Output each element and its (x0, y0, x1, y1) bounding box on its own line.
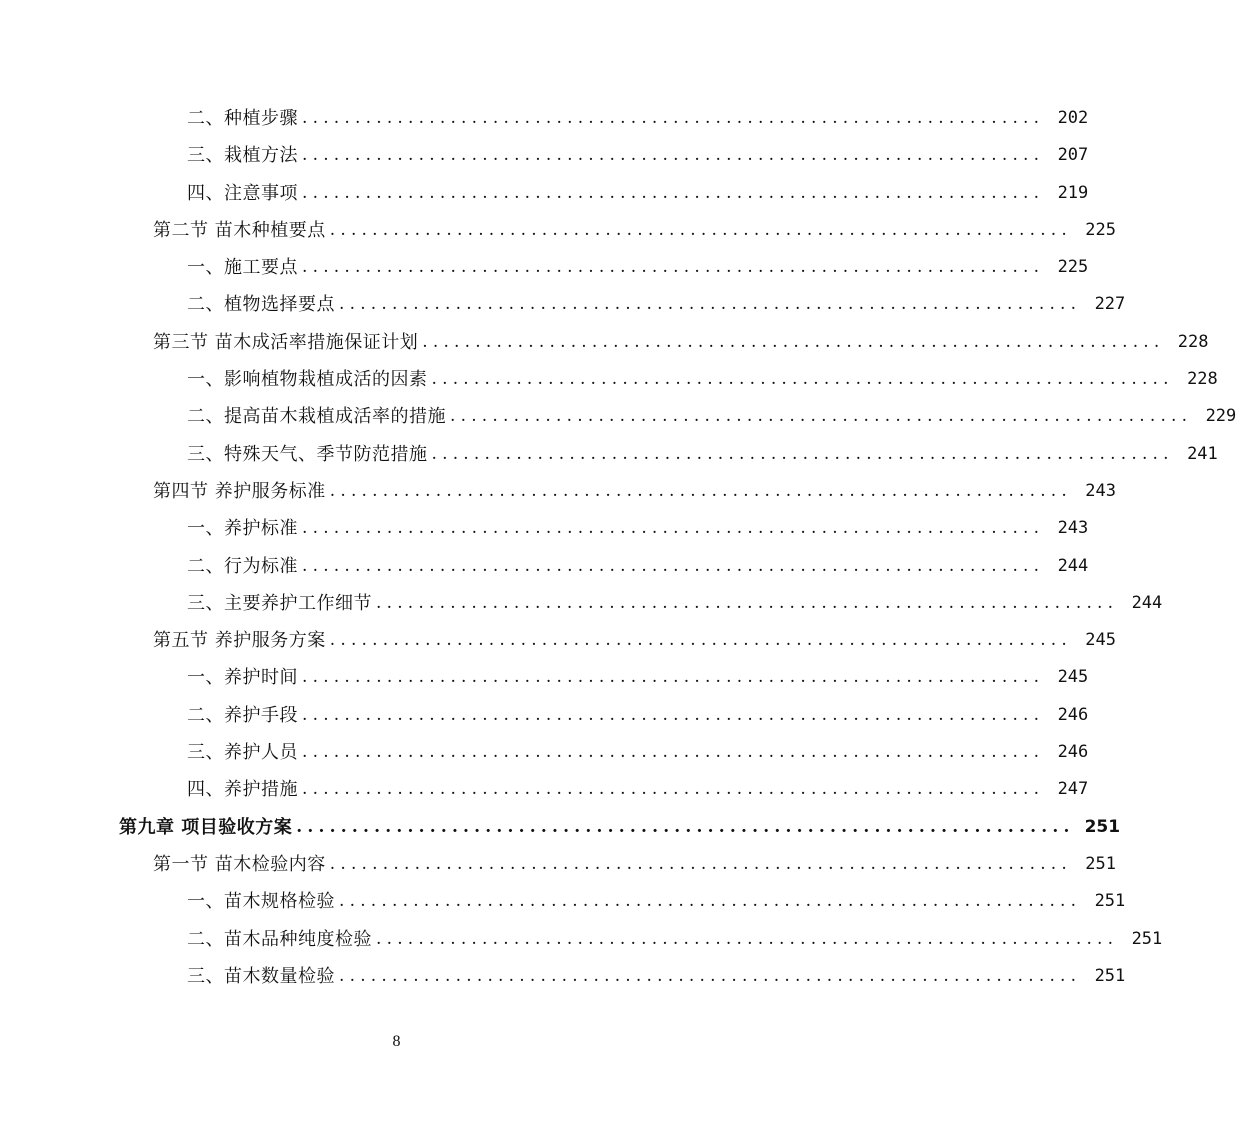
dot-leader: ...................................................................... (422, 331, 1165, 352)
dot-leader: ...................................................................... (339, 891, 1082, 912)
toc-entry-page: 241 (1187, 443, 1218, 464)
toc-entry-title: 三、栽植方法 (187, 145, 298, 167)
dot-leader: ...................................................................... (431, 443, 1174, 464)
table-of-contents (0, 100, 1236, 995)
toc-entry-page: 244 (1057, 555, 1089, 576)
dot-leader: ...................................................................... (376, 928, 1119, 949)
toc-entry-title: 第一节 苗木检验内容 (153, 853, 326, 875)
dot-leader: ...................................................................... (302, 555, 1045, 576)
toc-entry-page: 246 (1057, 704, 1089, 725)
toc-entry-page: 251 (1085, 853, 1117, 874)
toc-entry-title: 一、养护标准 (187, 518, 298, 540)
toc-entry-page: 247 (1057, 779, 1089, 800)
toc-entry[interactable] (0, 212, 1117, 249)
toc-entry-title: 第九章 项目验收方案 (119, 816, 293, 838)
dot-leader: ...................................................................... (329, 480, 1073, 501)
toc-entry-title: 一、施工要点 (187, 257, 298, 279)
dot-leader: ...................................................................... (339, 294, 1082, 315)
dot-leader: ...................................................................... (302, 108, 1045, 128)
toc-entry[interactable] (0, 622, 1117, 659)
toc-entry-page: 243 (1057, 518, 1089, 539)
toc-entry-page: 251 (1131, 928, 1163, 949)
toc-entry[interactable] (0, 548, 1089, 585)
toc-entry-chapter[interactable] (0, 809, 1121, 846)
toc-entry-page: 219 (1057, 182, 1089, 203)
dot-leader: ...................................................................... (302, 779, 1045, 800)
toc-entry-page: 243 (1085, 480, 1117, 501)
toc-entry[interactable] (0, 473, 1117, 510)
toc-entry-page: 207 (1057, 145, 1089, 166)
toc-entry[interactable] (0, 137, 1089, 174)
toc-entry[interactable] (0, 175, 1089, 212)
toc-entry-page: 244 (1131, 592, 1163, 613)
toc-entry-title: 第四节 养护服务标准 (153, 480, 326, 502)
toc-entry-title: 一、苗木规格检验 (187, 891, 335, 913)
toc-entry[interactable] (0, 734, 1089, 771)
toc-entry-page: 228 (1187, 369, 1218, 390)
toc-entry[interactable] (0, 659, 1089, 696)
toc-entry-page: 202 (1057, 108, 1089, 128)
toc-entry-title: 三、苗木数量检验 (187, 965, 335, 987)
dot-leader: ...................................................................... (302, 257, 1045, 278)
toc-entry[interactable] (0, 436, 1218, 473)
toc-entry-title: 二、植物选择要点 (187, 294, 335, 316)
dot-leader: ...................................................................... (302, 667, 1045, 688)
dot-leader: ...................................................................... (302, 742, 1045, 763)
dot-leader: ...................................................................... (302, 145, 1045, 166)
toc-entry-title: 一、养护时间 (187, 667, 298, 689)
toc-entry-page: 245 (1085, 630, 1117, 651)
toc-entry-title: 第五节 养护服务方案 (153, 630, 326, 652)
page-number: 8 (392, 1033, 401, 1050)
toc-entry[interactable] (0, 771, 1089, 808)
toc-entry[interactable] (0, 510, 1089, 547)
toc-entry-page: 245 (1057, 667, 1089, 688)
toc-entry-title: 四、养护措施 (187, 779, 298, 801)
toc-entry[interactable] (0, 361, 1218, 398)
toc-entry-page: 228 (1177, 331, 1209, 352)
dot-leader: ...................................................................... (329, 853, 1073, 874)
dot-leader: ...................................................................... (302, 518, 1045, 539)
toc-entry[interactable] (0, 286, 1126, 323)
toc-entry-page: 229 (1205, 406, 1236, 427)
toc-entry[interactable] (0, 846, 1117, 883)
dot-leader: ...................................................................... (329, 219, 1073, 240)
dot-leader: ...................................................................... (296, 816, 1075, 837)
toc-entry-title: 三、主要养护工作细节 (187, 592, 372, 614)
toc-entry-title: 四、注意事项 (187, 182, 298, 204)
dot-leader: ...................................................................... (376, 592, 1119, 613)
toc-entry[interactable] (0, 324, 1209, 361)
dot-leader: ...................................................................... (302, 704, 1045, 725)
toc-entry[interactable] (0, 585, 1163, 622)
toc-entry[interactable] (0, 958, 1126, 995)
toc-entry[interactable] (0, 883, 1126, 920)
toc-entry-page: 251 (1084, 816, 1121, 837)
toc-entry-page: 225 (1085, 219, 1117, 240)
toc-entry-title: 第二节 苗木种植要点 (153, 219, 326, 241)
toc-entry-title: 第三节 苗木成活率措施保证计划 (153, 331, 419, 353)
toc-entry[interactable] (0, 697, 1089, 734)
toc-entry-title: 三、养护人员 (187, 742, 298, 764)
toc-entry-title: 二、苗木品种纯度检验 (187, 928, 372, 950)
toc-entry-title: 二、提高苗木栽植成活率的措施 (187, 406, 446, 428)
toc-entry-page: 251 (1094, 965, 1126, 986)
toc-entry-title: 三、特殊天气、季节防范措施 (187, 443, 428, 465)
dot-leader: ...................................................................... (431, 369, 1174, 390)
toc-entry[interactable] (0, 249, 1089, 286)
dot-leader: ...................................................................... (329, 630, 1073, 651)
toc-entry-page: 227 (1094, 294, 1126, 315)
toc-entry-title: 二、养护手段 (187, 704, 298, 726)
toc-entry-page: 225 (1057, 257, 1089, 278)
toc-entry-page: 246 (1057, 742, 1089, 763)
toc-entry-title: 一、影响植物栽植成活的因素 (187, 369, 428, 391)
toc-entry-title: 二、行为标准 (187, 555, 298, 577)
dot-leader: ...................................................................... (339, 965, 1082, 986)
toc-entry[interactable] (0, 921, 1163, 958)
dot-leader: ...................................................................... (450, 406, 1193, 427)
toc-entry[interactable] (0, 398, 1236, 435)
toc-entry-title: 二、种植步骤 (187, 108, 298, 129)
dot-leader: ...................................................................... (302, 182, 1045, 203)
toc-entry-page: 251 (1094, 891, 1126, 912)
toc-entry[interactable] (0, 100, 1089, 137)
